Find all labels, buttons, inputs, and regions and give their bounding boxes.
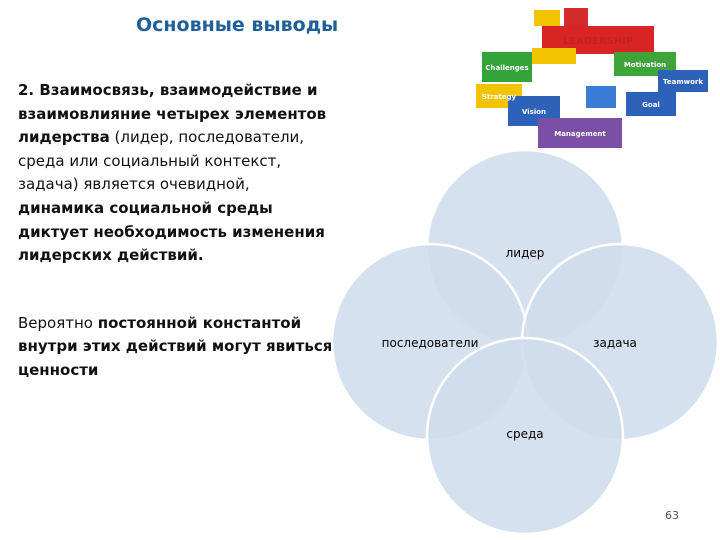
page-number: 63 <box>665 509 679 522</box>
brick-management: Management <box>554 130 606 138</box>
label-followers: последователи <box>381 336 479 350</box>
p1-lead: 2. Взаимосвязь, взаимодействие и взаимовлияние четырех элементов лидерства <box>18 81 327 147</box>
p2-start: Вероятно <box>18 313 98 332</box>
p1-bold-end: динамика социальной среды диктует необходимость изменения лидерских действий. <box>18 198 325 265</box>
brick-strategy: Strategy <box>481 93 517 101</box>
label-environment: среда <box>506 427 544 441</box>
p2-bold: постоянной константой внутри этих действий могут явиться ценности <box>18 313 333 379</box>
brick-goal: Goal <box>642 101 660 109</box>
p1-mid: (лидер, последователи, среда или социальный контекст, задача) является очевидной, <box>18 128 305 194</box>
slide-title: Основные выводы <box>136 14 339 36</box>
brick-teamwork: Teamwork <box>663 78 703 86</box>
label-leader: лидер <box>505 246 545 260</box>
banner-text: LEADERSHIP <box>562 36 634 47</box>
label-task: задача <box>593 336 637 350</box>
brick-challenges: Challenges <box>485 64 529 72</box>
leadership-blocks-image <box>446 4 720 156</box>
brick-vision: Vision <box>521 108 547 116</box>
brick-motivation: Motivation <box>623 61 667 69</box>
